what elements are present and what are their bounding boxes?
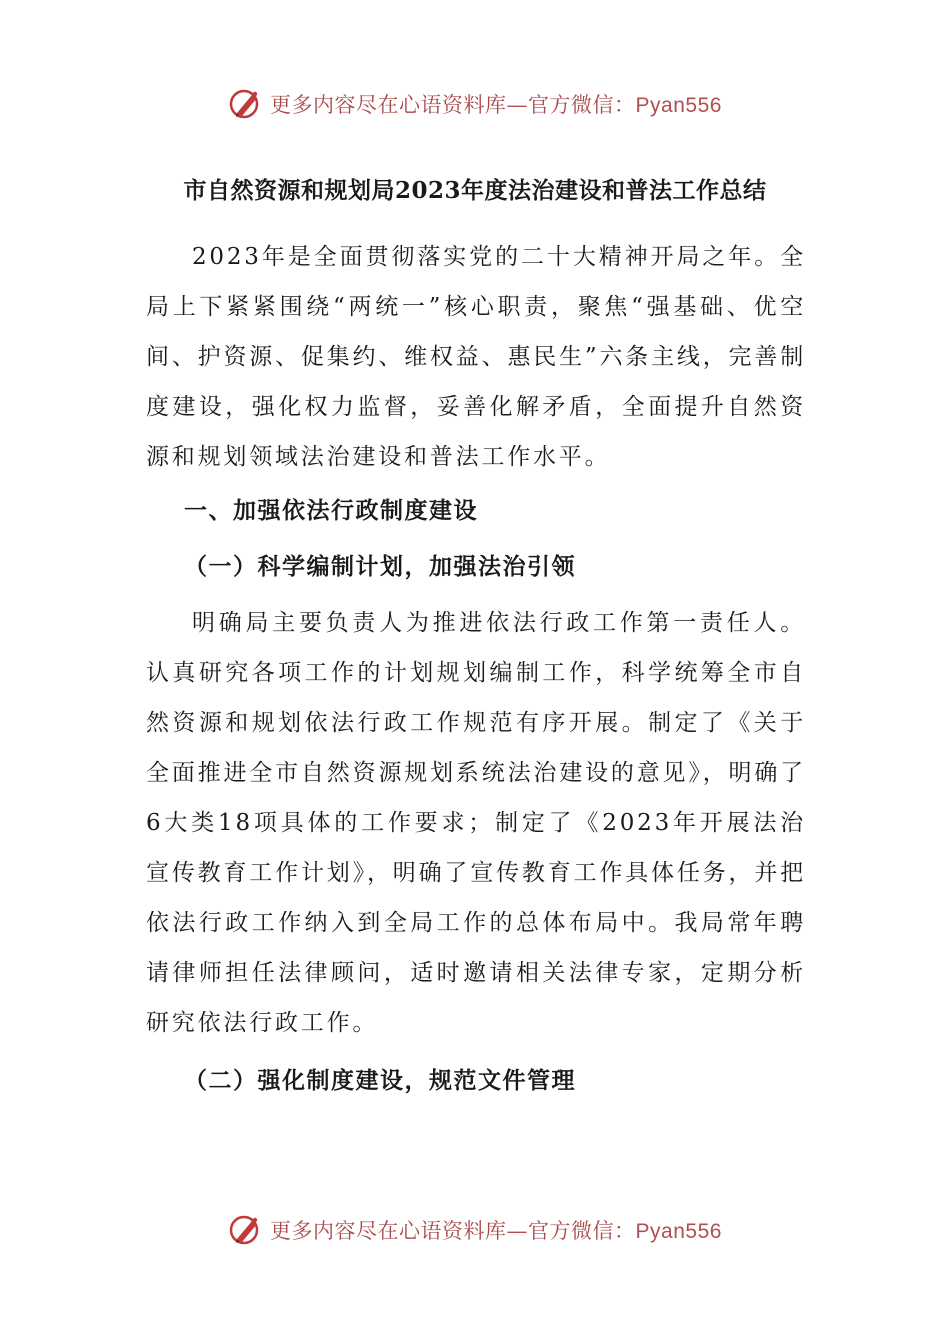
banner-official-label: 官方微信：: [528, 93, 636, 117]
banner-dash: —: [506, 1219, 529, 1243]
banner-slogan: 更多内容尽在心语资料库: [270, 93, 507, 117]
subsection-body-1: 明确局主要负责人为推进依法行政工作第一责任人。认真研究各项工作的计划规划编制工作，科学统筹全市自然资源和规划依法行政工作规范有序开展。制定了《关于全面推进全市自然资源规划系统法治建设的意见》，明确了6大类18项具体的工作要求；制定了《2023年开展法治宣传教育工作计划》，明确了宣传教育工作具体任务，并把依法行政工作纳入到全局工作的总体布局中。我局常年聘请律师担任法律顾问，适时邀请相关法律专家，定期分析研究依法行政工作。: [146, 610, 806, 1036]
pen-logo-icon: [228, 86, 264, 122]
subsection-heading-1: （一）科学编制计划，加强法治引领: [184, 553, 576, 580]
banner-official-label: 官方微信：: [528, 1219, 636, 1243]
banner-wechat-id: Pyan556: [635, 94, 722, 117]
banner-text: [270, 1215, 722, 1245]
subsection-heading-2: （二）强化制度建设，规范文件管理: [184, 1067, 576, 1094]
pen-logo-icon: [228, 1212, 264, 1248]
section-heading-1: 一、加强依法行政制度建设: [184, 497, 478, 524]
banner-slogan: 更多内容尽在心语资料库: [270, 1219, 507, 1243]
banner-wechat-id: Pyan556: [635, 1220, 722, 1243]
banner-dash: —: [506, 93, 529, 117]
footer-banner: [0, 1208, 950, 1252]
header-banner: [0, 82, 950, 126]
document-title: 市自然资源和规划局2023年度法治建设和普法工作总结: [183, 177, 767, 204]
intro-paragraph: 2023年是全面贯彻落实党的二十大精神开局之年。全局上下紧紧围绕“两统一”核心职责，聚焦“强基础、优空间、护资源、促集约、维权益、惠民生”六条主线，完善制度建设，强化权力监督，妥善化解矛盾，全面提升自然资源和规划领域法治建设和普法工作水平。: [146, 244, 806, 470]
banner-text: [270, 89, 722, 119]
